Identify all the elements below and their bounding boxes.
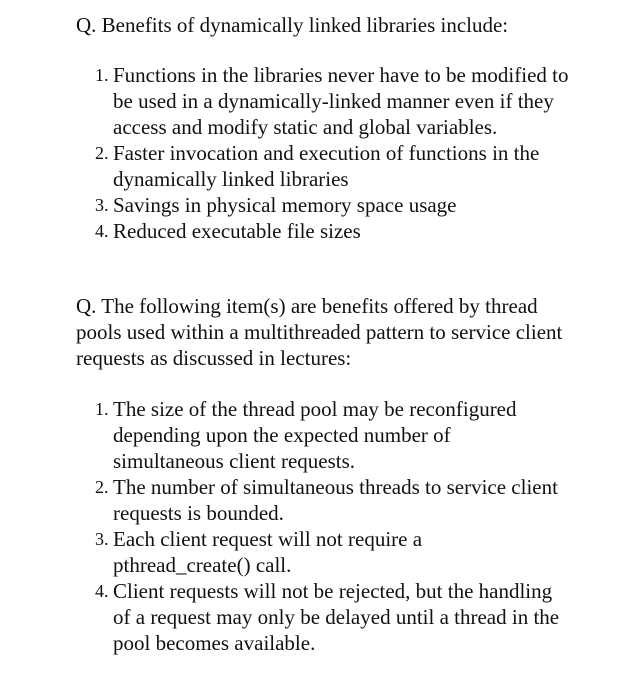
option-text: Functions in the libraries never have to be modified to be used in a dynamically-linked manner even if they access and modify static and global variables. (113, 63, 569, 139)
option-text: The size of the thread pool may be reconfigured depending upon the expected number of simultaneous client requests. (113, 397, 517, 473)
option-number: 3. (95, 529, 109, 549)
option-text: Each client request will not require a pthread_create() call. (113, 527, 423, 577)
question-2-option-4 (95, 578, 563, 656)
option-number: 1. (95, 65, 109, 85)
option-text: Savings in physical memory space usage (113, 193, 457, 217)
option-text: Client requests will not be rejected, but the handling of a request may only be delayed until a thread in the pool becomes available. (113, 579, 560, 655)
question-1-option-4 (95, 218, 573, 244)
question-2-option-2 (95, 474, 563, 526)
option-text: The number of simultaneous threads to service client requests is bounded. (113, 475, 558, 525)
question-2-options (95, 396, 563, 656)
option-number: 4. (95, 581, 109, 601)
question-1-prompt: Q. Benefits of dynamically linked libraries include: (76, 13, 509, 37)
question-2-prompt: Q. The following item(s) are benefits offered by thread pools used within a multithreaded pattern to service client requests as discussed in lectures: (76, 294, 563, 370)
option-text: Reduced executable file sizes (113, 219, 361, 243)
question-1-option-1 (95, 62, 573, 140)
option-number: 2. (95, 143, 109, 163)
option-number: 3. (95, 195, 109, 215)
option-text: Faster invocation and execution of functions in the dynamically linked libraries (113, 141, 540, 191)
question-2-option-1 (95, 396, 563, 474)
question-1-options (95, 62, 573, 244)
option-number: 2. (95, 477, 109, 497)
question-1-option-3 (95, 192, 573, 218)
question-1-option-2 (95, 140, 573, 192)
option-number: 1. (95, 399, 109, 419)
option-number: 4. (95, 221, 109, 241)
question-2-option-3 (95, 526, 563, 578)
